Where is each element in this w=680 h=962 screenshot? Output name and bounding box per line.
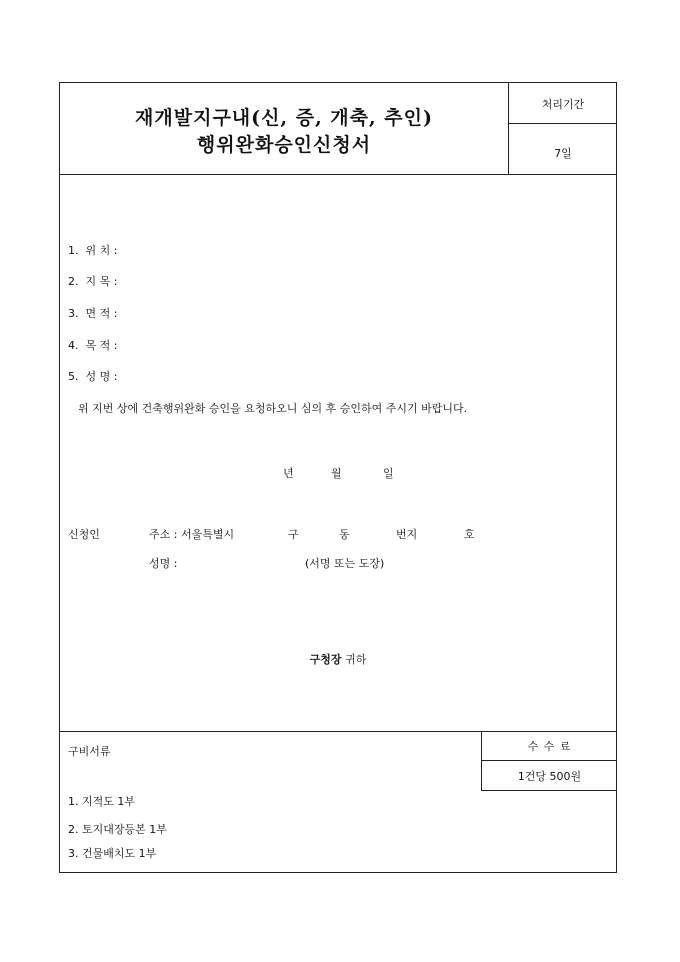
name-label: 성명 : — [149, 557, 178, 570]
item-number: 3. — [68, 307, 79, 320]
item-location — [68, 242, 132, 258]
document-item: 3. 건물배치도 1부 — [68, 847, 157, 860]
item-label: 위 치 : — [85, 244, 118, 257]
item-label: 목 적 : — [85, 339, 118, 352]
body-bottom-divider — [59, 731, 617, 732]
item-area — [68, 305, 132, 321]
item-label: 성 명 : — [85, 370, 118, 383]
document-item: 2. 토지대장등본 1부 — [68, 823, 167, 836]
item-number: 1. — [68, 244, 79, 257]
address-dong: 동 — [339, 528, 350, 541]
address-label: 주소 : 서울특별시 — [149, 528, 235, 541]
date-month: 월 — [331, 467, 342, 480]
address-beonji: 번지 — [396, 528, 418, 541]
item-land-category — [68, 273, 132, 289]
form-title-line1: 재개발지구내(신, 증, 개축, 추인) — [135, 107, 433, 129]
signature-note: (서명 또는 도장) — [305, 557, 385, 570]
request-statement: 위 지번 상에 건축행위완화 승인을 요청하오니 심의 후 승인하여 주시기 바랍니다. — [78, 402, 468, 415]
header-divider — [59, 174, 617, 175]
required-documents-heading: 구비서류 — [68, 745, 111, 758]
address-gu: 구 — [288, 528, 299, 541]
recipient — [59, 651, 617, 667]
processing-period-value: 7일 — [554, 147, 572, 160]
item-name — [68, 368, 132, 384]
item-purpose — [68, 337, 132, 353]
address-ho: 호 — [464, 528, 475, 541]
fee-label: 수 수 료 — [527, 740, 572, 753]
recipient-office: 구청장 — [309, 653, 342, 666]
date-year: 년 — [283, 467, 294, 480]
fee-bottom-divider — [481, 790, 617, 791]
date-day: 일 — [383, 467, 394, 480]
item-label: 면 적 : — [85, 307, 118, 320]
document-item: 1. 지적도 1부 — [68, 795, 135, 808]
form-title-line2: 행위완화승인신청서 — [196, 134, 372, 156]
fee-row-divider — [481, 760, 617, 761]
period-row-divider — [508, 123, 617, 124]
item-number: 2. — [68, 275, 79, 288]
applicant-label: 신청인 — [68, 528, 100, 541]
item-number: 5. — [68, 370, 79, 383]
fee-value: 1건당 500원 — [517, 770, 582, 783]
item-label: 지 목 : — [85, 275, 118, 288]
item-number: 4. — [68, 339, 79, 352]
processing-period-label: 처리기간 — [541, 98, 585, 111]
recipient-suffix: 귀하 — [345, 653, 367, 666]
